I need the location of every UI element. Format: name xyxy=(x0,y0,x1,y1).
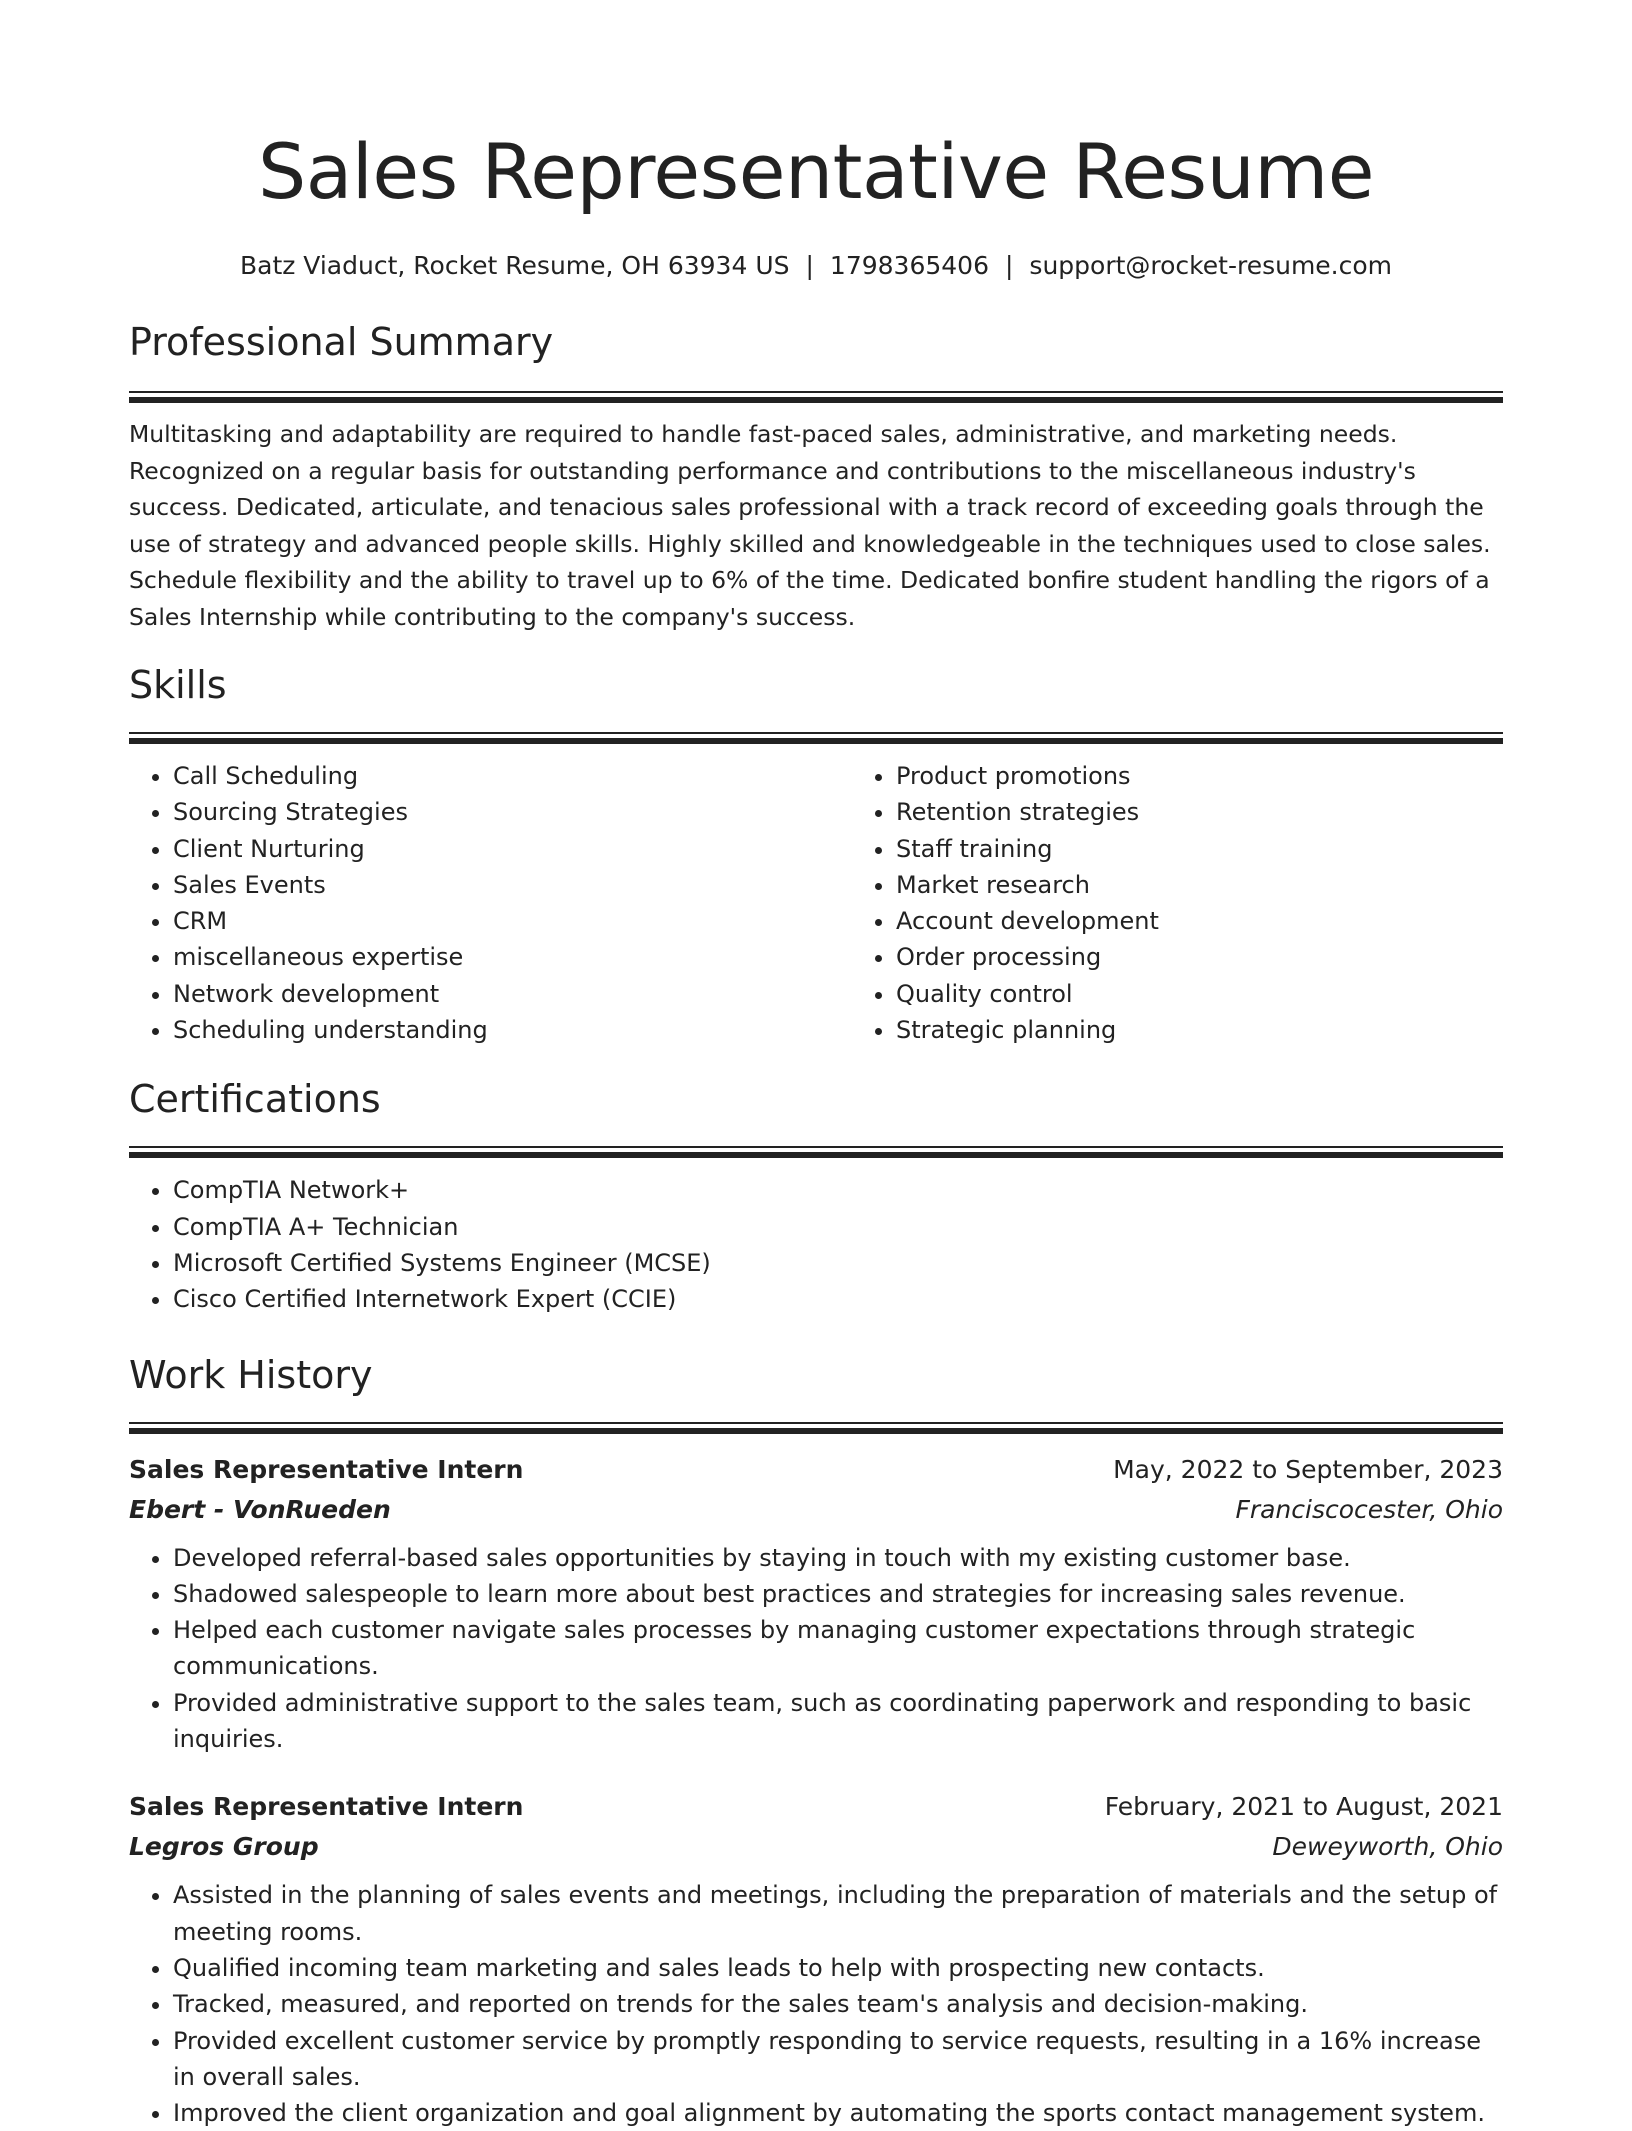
job-location: Franciscocester, Ohio xyxy=(1235,1494,1503,1524)
job-company: Ebert - VonRueden xyxy=(129,1494,391,1524)
work-history-heading: Work History xyxy=(129,1352,373,1397)
list-item: • miscellaneous expertise xyxy=(173,939,852,975)
list-item: • Scheduling understanding xyxy=(173,1012,852,1048)
list-item: • Improved the client organization and goal alignment by automating the sports contact management system. xyxy=(173,2095,1503,2131)
list-item: • Retention strategies xyxy=(896,794,1526,830)
section-divider xyxy=(129,732,1503,734)
job-company-row xyxy=(129,1827,1503,1867)
job-title: Sales Representative Intern xyxy=(129,1792,524,1822)
list-item: • Provided excellent customer service by promptly responding to service requests, resulting in a 16% increase in overall sales. xyxy=(173,2023,1503,2096)
summary-text: Multitasking and adaptability are required to handle fast-paced sales, administrative, and marketing needs. Recognized on a regular basis for outstanding performance and contributions to the miscellaneous industry's success. Dedicated, articulate, and tenacious sales professional with a track record of exceeding goals through the use of strategy and advanced people skills. Highly skilled and knowledgeable in the techniques used to close sales. Schedule flexibility and the ability to travel up to 6% of the time. Dedicated bonfire student handling the rigors of a Sales Internship while contributing to the company's success. xyxy=(129,420,1491,631)
list-item: • Assisted in the planning of sales events and meetings, including the preparation of materials and the setup of meeting rooms. xyxy=(173,1877,1503,1950)
contact-email: support@rocket-resume.com xyxy=(1029,251,1393,280)
job-dates: May, 2022 to September, 2023 xyxy=(1113,1454,1503,1484)
list-item: • Market research xyxy=(896,867,1526,903)
contact-address: Batz Viaduct, Rocket Resume, OH 63934 US xyxy=(239,251,790,280)
list-item: • Provided administrative support to the sales team, such as coordinating paperwork and responding to basic inquiries. xyxy=(173,1685,1503,1758)
certifications-heading: Certifications xyxy=(129,1077,381,1122)
section-divider xyxy=(129,391,1503,393)
list-item: • Call Scheduling xyxy=(173,758,852,794)
section-divider xyxy=(129,1146,1503,1148)
section-divider xyxy=(129,1152,1503,1158)
certifications-section xyxy=(129,1072,1503,1317)
summary-heading: Professional Summary xyxy=(129,320,554,364)
list-item: • CRM xyxy=(173,903,852,939)
list-item: • Order processing xyxy=(896,939,1526,975)
list-item: • Sourcing Strategies xyxy=(173,794,852,830)
skills-section xyxy=(129,658,1503,1048)
job-entry xyxy=(129,1787,1503,2131)
list-item: • Quality control xyxy=(896,976,1526,1012)
summary-section xyxy=(129,315,1503,635)
list-item: • Strategic planning xyxy=(896,1012,1526,1048)
list-item: • Sales Events xyxy=(173,867,852,903)
section-divider xyxy=(129,1422,1503,1424)
list-item: • Client Nurturing xyxy=(173,831,852,867)
list-item: • Product promotions xyxy=(896,758,1526,794)
job-header-row xyxy=(129,1450,1503,1490)
job-title: Sales Representative Intern xyxy=(129,1454,524,1484)
list-item: • Network development xyxy=(173,976,852,1012)
work-history-section xyxy=(129,1348,1503,2131)
list-item: • CompTIA A+ Technician xyxy=(173,1209,1503,1245)
certifications-list xyxy=(129,1172,1503,1317)
list-item: • Microsoft Certified Systems Engineer (MCSE) xyxy=(173,1245,1503,1281)
list-item: • Account development xyxy=(896,903,1526,939)
job-header-row xyxy=(129,1787,1503,1827)
list-item: • Shadowed salespeople to learn more about best practices and strategies for increasing sales revenue. xyxy=(173,1576,1503,1612)
job-location: Deweyworth, Ohio xyxy=(1272,1832,1503,1862)
job-duties-list xyxy=(129,1540,1503,1758)
section-divider xyxy=(129,397,1503,403)
skills-list-right xyxy=(852,758,1526,1048)
contact-separator: | xyxy=(1004,251,1014,280)
skills-grid xyxy=(129,744,1503,1048)
contact-separator: | xyxy=(805,251,814,280)
list-item: • Tracked, measured, and reported on trends for the sales team's analysis and decision-making. xyxy=(173,1986,1503,2022)
skills-list-left xyxy=(129,758,852,1048)
list-item: • Qualified incoming team marketing and sales leads to help with prospecting new contacts. xyxy=(173,1950,1503,1986)
list-item: • Developed referral-based sales opportunities by staying in touch with my existing customer base. xyxy=(173,1540,1503,1576)
list-item: • Helped each customer navigate sales processes by managing customer expectations through strategic communications. xyxy=(173,1612,1503,1685)
job-entry xyxy=(129,1450,1503,1758)
list-item: • Staff training xyxy=(896,831,1526,867)
job-dates: February, 2021 to August, 2021 xyxy=(1104,1792,1503,1822)
section-divider xyxy=(129,1428,1503,1434)
contact-phone: 1798365406 xyxy=(829,251,989,280)
job-duties-list xyxy=(129,1877,1503,2131)
job-company: Legros Group xyxy=(129,1832,319,1862)
job-company-row xyxy=(129,1490,1503,1530)
list-item: • Cisco Certified Internetwork Expert (CCIE) xyxy=(173,1281,1503,1317)
contact-line xyxy=(129,248,1503,284)
skills-heading: Skills xyxy=(129,663,227,707)
page-title: Sales Representative Resume xyxy=(257,127,1375,216)
list-item: • CompTIA Network+ xyxy=(173,1172,1503,1208)
